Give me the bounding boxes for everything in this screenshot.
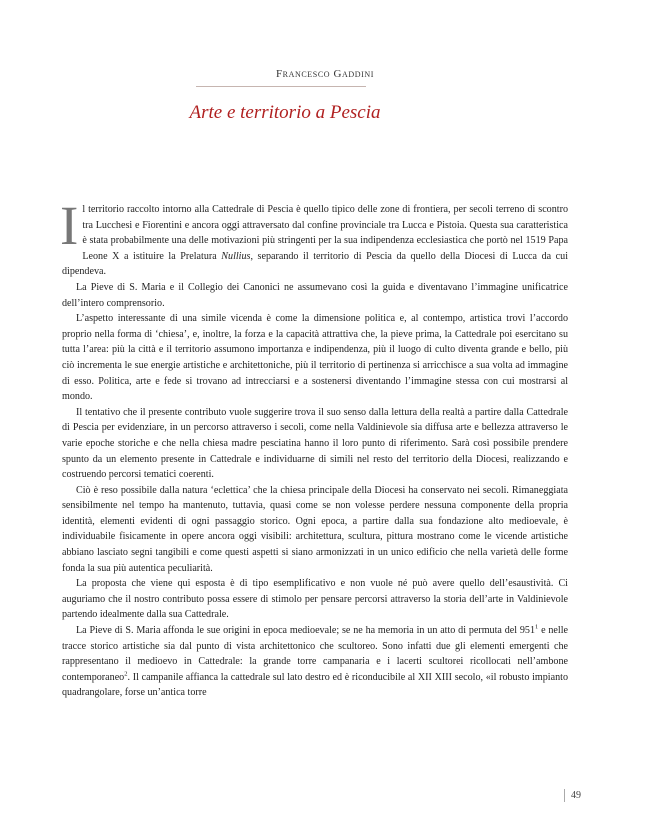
paragraph-text: La Pieve di S. Maria affonda le sue origini in epoca medioevale; se ne ha memoria in un atto di permuta del 951 [76,625,535,637]
drop-cap: I [60,195,79,256]
paragraph-text: . Il campanile affianca la cattedrale sul lato destro ed è riconducibile al XII XIII secolo, «il robusto impianto quadrangolare, forse un’antica torre [62,671,568,699]
italic-term: Nullius [221,250,251,262]
paragraph-text: l territorio raccolto intorno alla Cattedrale di Pescia è quello tipico delle zone di frontiera, per secoli terreno di scontro tra Lucchesi e Fiorentini e ancora oggi attraversato dal confine provinciale tra Lucca e Pistoia. Questa sua caratteristica è stata probabilmente una delle motivazioni più stringenti per la sua indipendenza ecclesiastica che portò nel 1519 Papa Leone X a istituire la Prelatura [82,204,568,262]
footnote-ref[interactable]: 1 [535,623,539,631]
paragraph [62,623,568,701]
page-number: 49 [571,790,581,801]
article-body [60,195,569,701]
paragraph-text: e nelle tracce storico artistiche sia dal punto di vista architettonico che scultoreo. Sono infatti due gli elementi emergenti che rappresentano il medioevo in Cattedrale: la grande torre campanaria e i lacerti scultorei ricollocati nell’ambone contemporaneo [62,625,568,683]
paragraph: Il tentativo che il presente contributo vuole suggerire trova il suo senso dalla lettura della realtà a partire dalla Cattedrale di Pescia per evidenziare, in un percorso attraverso i secoli, come nella Valdinievole sia diffusa arte e bellezza attraverso le varie epoche storiche e che nella chiesa madre pesciatina hanno il loro punto di riferimento. Sarà così possibile prendere spunto da un elemento presente in Cattedrale e individuarne di simili nel resto del territorio della Diocesi, realizzando e costruendo percorsi tematici coerenti. [62,406,568,481]
footnote-ref[interactable]: 2 [124,670,128,678]
paragraph: Ciò è reso possibile dalla natura ‘eclettica’ che la chiesa principale della Diocesi ha conservato nei secoli. Rimaneggiata sensibilmente nel tempo ha mantenuto, tuttavia, quasi come se non volesse perdere nessuna componente della propria identità, elementi evidenti di ogni passaggio storico. Ogni epoca, a partire dalla sua fondazione alto medioevale, è individuabile fisicamente in opere ancora oggi visibili: architettura, scultura, pittura mostrano come le vicende artistiche abbiano lasciato segni tangibili e come questi aspetti si siano armonizzati in un unico edificio che nella varietà delle forme fonda la sua più autentica peculiarità. [62,484,568,574]
paragraph: La Pieve di S. Maria e il Collegio dei Canonici ne assumevano così la guida e diventavano l’immagine unificatrice dell’intero comprensorio. [62,281,568,309]
paragraph [60,195,569,280]
paragraph: L’aspetto interessante di una simile vicenda è come la dimensione politica e, al contempo, artistica trovi l’accordo proprio nella forma di ‘chiesa’, e, inoltre, la forza e la capacità attrattiva che, la pieve prima, la Cattedrale poi esercitano su tutta l’area: più la città e il territorio assumono importanza e indipendenza, più il luogo di culto diventa grande e bello, più ciò incrementa le sue energie artistiche e architettoniche, più il territorio di pertinenza si arricchisce a sua volta ad immagine di esso. Politica, arte e fede si trovano ad intrecciarsi e a sostenersi diventando l’immagine stessa con cui mostrarsi al mondo. [62,313,568,403]
header-divider [196,86,366,87]
paragraph: La proposta che viene qui esposta è di tipo esemplificativo e non vuole né può avere quello dell’esaustività. Ci auguriamo che il nostro contributo possa essere di stimolo per pensare percorsi attraverso la storia dell’arte in Valdinievole partendo idealmente dalla sua Cattedrale. [62,578,568,621]
paragraph-text: , separando il territorio di Pescia da quello della Diocesi di Lucca da cui dipendeva. [62,250,569,278]
page-number-divider [564,789,565,802]
author-name: Francesco Gaddini [275,68,375,80]
article-title: Arte e territorio a Pescia [189,102,381,123]
